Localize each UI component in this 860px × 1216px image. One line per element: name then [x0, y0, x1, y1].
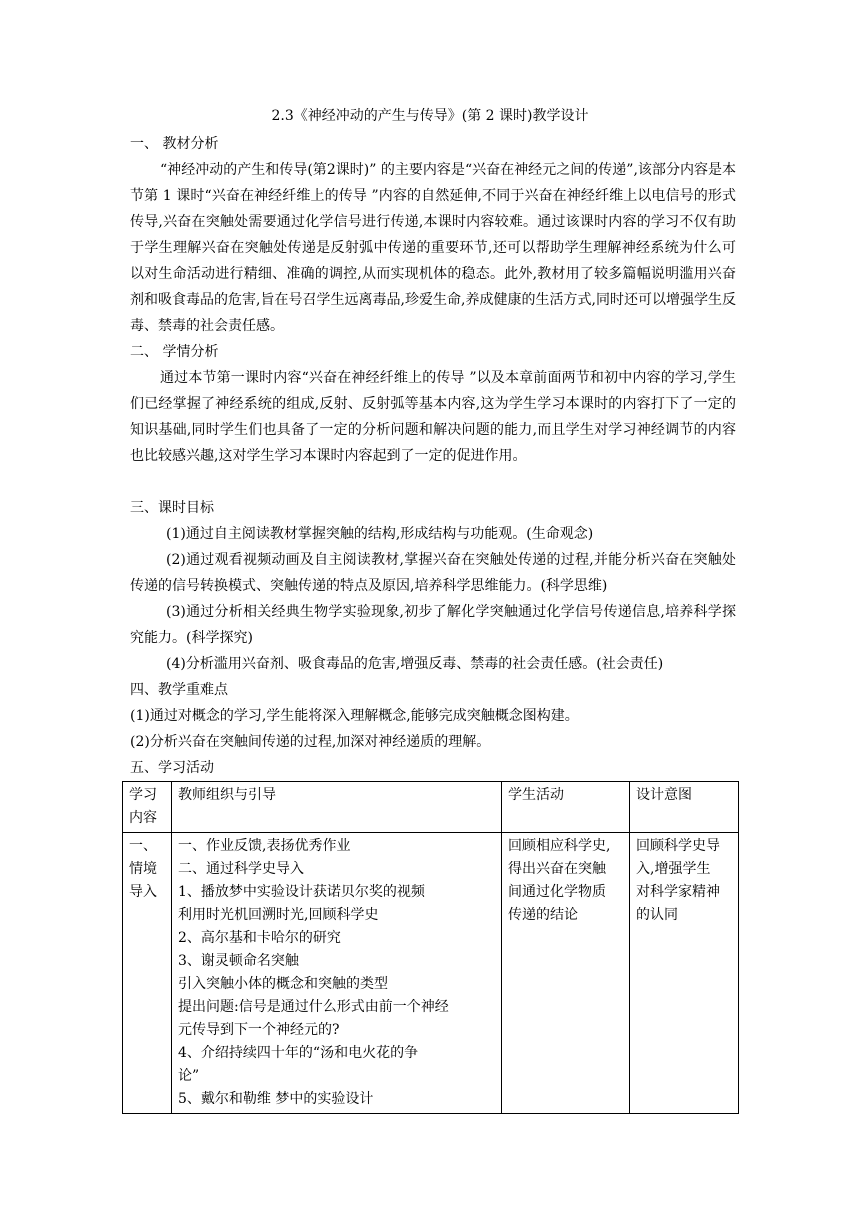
table-row — [123, 833, 739, 1114]
student-analysis-paragraph: 通过本节第一课时内容“兴奋在神经纤维上的传导 ”以及本章前面两节和初中内容的学习,学生们已经掌握了神经系统的组成,反射、反射弧等基本内容,这为学生学习本课时的内容打下了一定的知识基础,同时学生们也具备了一定的分析问题和解决问题的能力,而且学生对学习神经调节的内容也比较感兴趣,这对学生学习本课时内容起到了一定的促进作用。 — [130, 370, 736, 464]
cell-student: 回顾相应科学史, 得出兴奋在突触 间通过化学物质 传递的结论 — [502, 833, 630, 1114]
header-cell-teacher: 教师组织与引导 — [172, 782, 502, 833]
cell-content: 一、 情境 导入 — [123, 833, 172, 1114]
goal-item: (4)分析滥用兴奋剂、吸食毒品的危害,增强反毒、禁毒的社会责任感。(社会责任) — [166, 656, 664, 672]
header-cell-content: 学习 内容 — [123, 782, 172, 833]
header-cell-student: 学生活动 — [502, 782, 630, 833]
section-heading-learning-activities: 五、学习活动 — [130, 760, 214, 776]
goal-item: (1)通过自主阅读教材掌握突触的结构,形成结构与功能观。(生命观念) — [166, 526, 594, 542]
section-heading-key-points: 四、教学重难点 — [130, 682, 228, 698]
goal-item: (2)通过观看视频动画及自主阅读教材,掌握兴奋在突触处传递的过程,并能分析兴奋在突触处传递的信号转换模式、突触传递的特点及原因,培养科学思维能力。(科学思维) — [130, 552, 736, 594]
cell-intent: 回顾科学史导 入,增强学生 对科学家精神 的认同 — [630, 833, 739, 1114]
section-heading-textbook-analysis: 一、 教材分析 — [130, 136, 219, 152]
key-point-item: (1)通过对概念的学习,学生能将深入理解概念,能够完成突触概念图构建。 — [130, 708, 579, 724]
key-point-item: (2)分析兴奋在突触间传递的过程,加深对神经递质的理解。 — [130, 734, 491, 750]
section-heading-student-analysis: 二、 学情分析 — [130, 344, 219, 360]
section-heading-lesson-goals: 三、课时目标 — [130, 500, 214, 516]
document-title: 2.3《神经冲动的产生与传导》(第 2 课时)教学设计 — [271, 108, 589, 124]
cell-teacher: 一、作业反馈,表扬优秀作业 二、通过科学史导入 1、播放梦中实验设计获诺贝尔奖的视频 利用时光机回溯时光,回顾科学史 2、高尔基和卡哈尔的研究 3、谢灵顿命名突触 引入突触小体的概念和突触的类型 提出问题:信号是通过什么形式由前一个神经 元传导到下一个神经元的? 4、介绍持续四十年的“汤和电火花的争 论” 5、戴尔和勒维 梦中的实验设计 — [172, 833, 502, 1114]
learning-activity-table — [122, 781, 739, 1114]
goal-item: (3)通过分析相关经典生物学实验现象,初步了解化学突触通过化学信号传递信息,培养科学探究能力。(科学探究) — [130, 604, 736, 646]
header-cell-intent: 设计意图 — [630, 782, 739, 833]
table-header-row — [123, 782, 739, 833]
textbook-analysis-paragraph: “神经冲动的产生和传导(第2课时)” 的主要内容是“兴奋在神经元之间的传递”,该部分内容是本节第 1 课时“兴奋在神经纤维上的传导 ”内容的自然延伸,不同于兴奋在神经纤维上以电信号的形式传导,兴奋在突触处需要通过化学信号进行传递,本课时内容较难。通过该课时内容的学习不仅有助于学生理解兴奋在突触处传递是反射弧中传递的重要环节,还可以帮助学生理解神经系统为什么可以对生命活动进行精细、准确的调控,从而实现机体的稳态。此外,教材用了较多篇幅说明滥用兴奋剂和吸食毒品的危害,旨在号召学生远离毒品,珍爱生命,养成健康的生活方式,同时还可以增强学生反毒、禁毒的社会责任感。 — [130, 162, 736, 334]
